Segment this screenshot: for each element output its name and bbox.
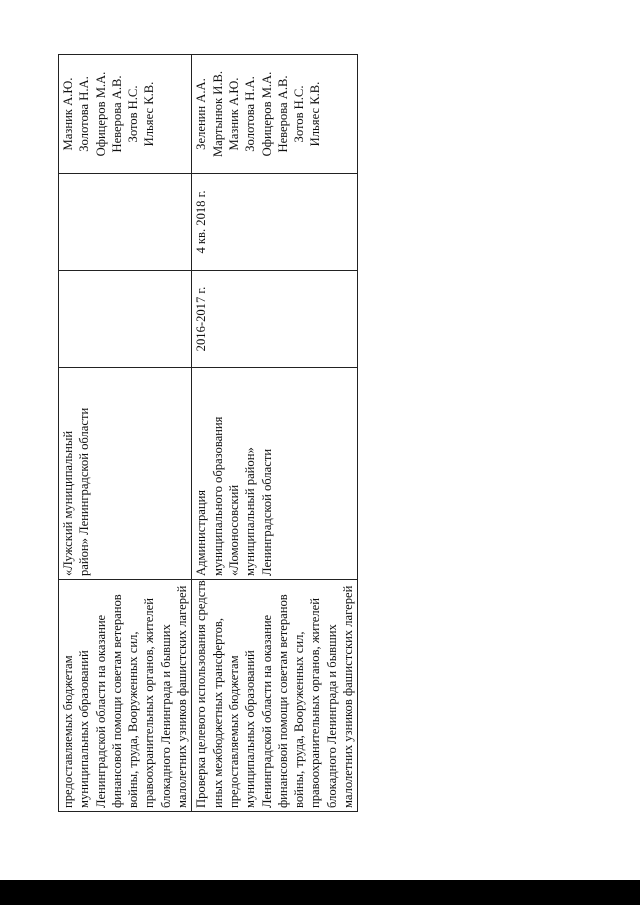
table-row [192, 55, 358, 812]
text-line: войны, труда, Вооруженных сил, [292, 631, 307, 808]
text-line: муниципальных образований [243, 650, 258, 808]
staff-cell [192, 55, 358, 174]
organization-cell [192, 368, 358, 580]
table-row [59, 55, 192, 812]
date-cell: 4 кв. 2018 г. [192, 174, 358, 271]
text-line: блокадного Ленинграда и бывших [324, 624, 339, 808]
text-line: Ильяес К.В. [142, 81, 157, 147]
period-cell: 2016-2017 г. [192, 271, 358, 368]
text-line: Ильяес К.В. [308, 81, 323, 147]
text-line: муниципального образования [210, 416, 225, 576]
text-line: Ленинградской области [259, 448, 274, 576]
text-line: финансовой помощи советам ветеранов [109, 594, 124, 808]
text-line: Ленинградской области на оказание [259, 614, 274, 808]
text-line: муниципальный район» [243, 447, 258, 576]
text-line: «Лужский муниципальный [61, 430, 75, 576]
text-line: Золотова Н.А. [243, 76, 258, 152]
text-line: Офицеров М.А. [259, 71, 274, 157]
text-line: район» Ленинградской области [77, 407, 92, 576]
text-line: Зеленин А.А. [194, 78, 209, 150]
text-line: «Ломоносовский [226, 484, 241, 576]
period-cell [59, 271, 192, 368]
text-line: блокадного Ленинграда и бывших [158, 624, 173, 808]
text-line: муниципальных образований [77, 650, 92, 808]
text-line: предоставляемых бюджетам [61, 655, 75, 808]
task-cell [192, 580, 358, 812]
text-line: иных межбюджетных трансфертов, [210, 618, 225, 808]
text-line: малолетних узников фашистских лагерей [175, 585, 190, 808]
organization-cell [59, 368, 192, 580]
date-cell [59, 174, 192, 271]
scan-border [0, 880, 640, 905]
audit-plan-table [58, 54, 358, 812]
text-line: Неверова А.В. [275, 75, 290, 153]
text-line: Неверова А.В. [109, 75, 124, 153]
text-line: Мазник А.Ю. [61, 77, 75, 151]
text-line: Проверка целевого использования средств [194, 580, 209, 808]
task-cell [59, 580, 192, 812]
text-line: Зотов Н.С. [292, 85, 307, 143]
text-line: Мартынюк И.В. [210, 70, 225, 158]
text-line: Ленинградской области на оказание [93, 614, 108, 808]
text-line: Мазник А.Ю. [226, 77, 241, 151]
text-line: Золотова Н.А. [77, 76, 92, 152]
text-line: войны, труда, Вооруженных сил, [126, 631, 141, 808]
text-line: малолетних узников фашистских лагерей [341, 585, 356, 808]
text-line: предоставляемых бюджетам [226, 655, 241, 808]
text-line: правоохранительных органов, жителей [142, 598, 157, 808]
text-line: Администрация [194, 489, 209, 576]
text-line: Офицеров М.А. [93, 71, 108, 157]
text-line: Зотов Н.С. [126, 85, 141, 143]
text-line: финансовой помощи советам ветеранов [275, 594, 290, 808]
text-line: правоохранительных органов, жителей [308, 598, 323, 808]
staff-cell [59, 55, 192, 174]
